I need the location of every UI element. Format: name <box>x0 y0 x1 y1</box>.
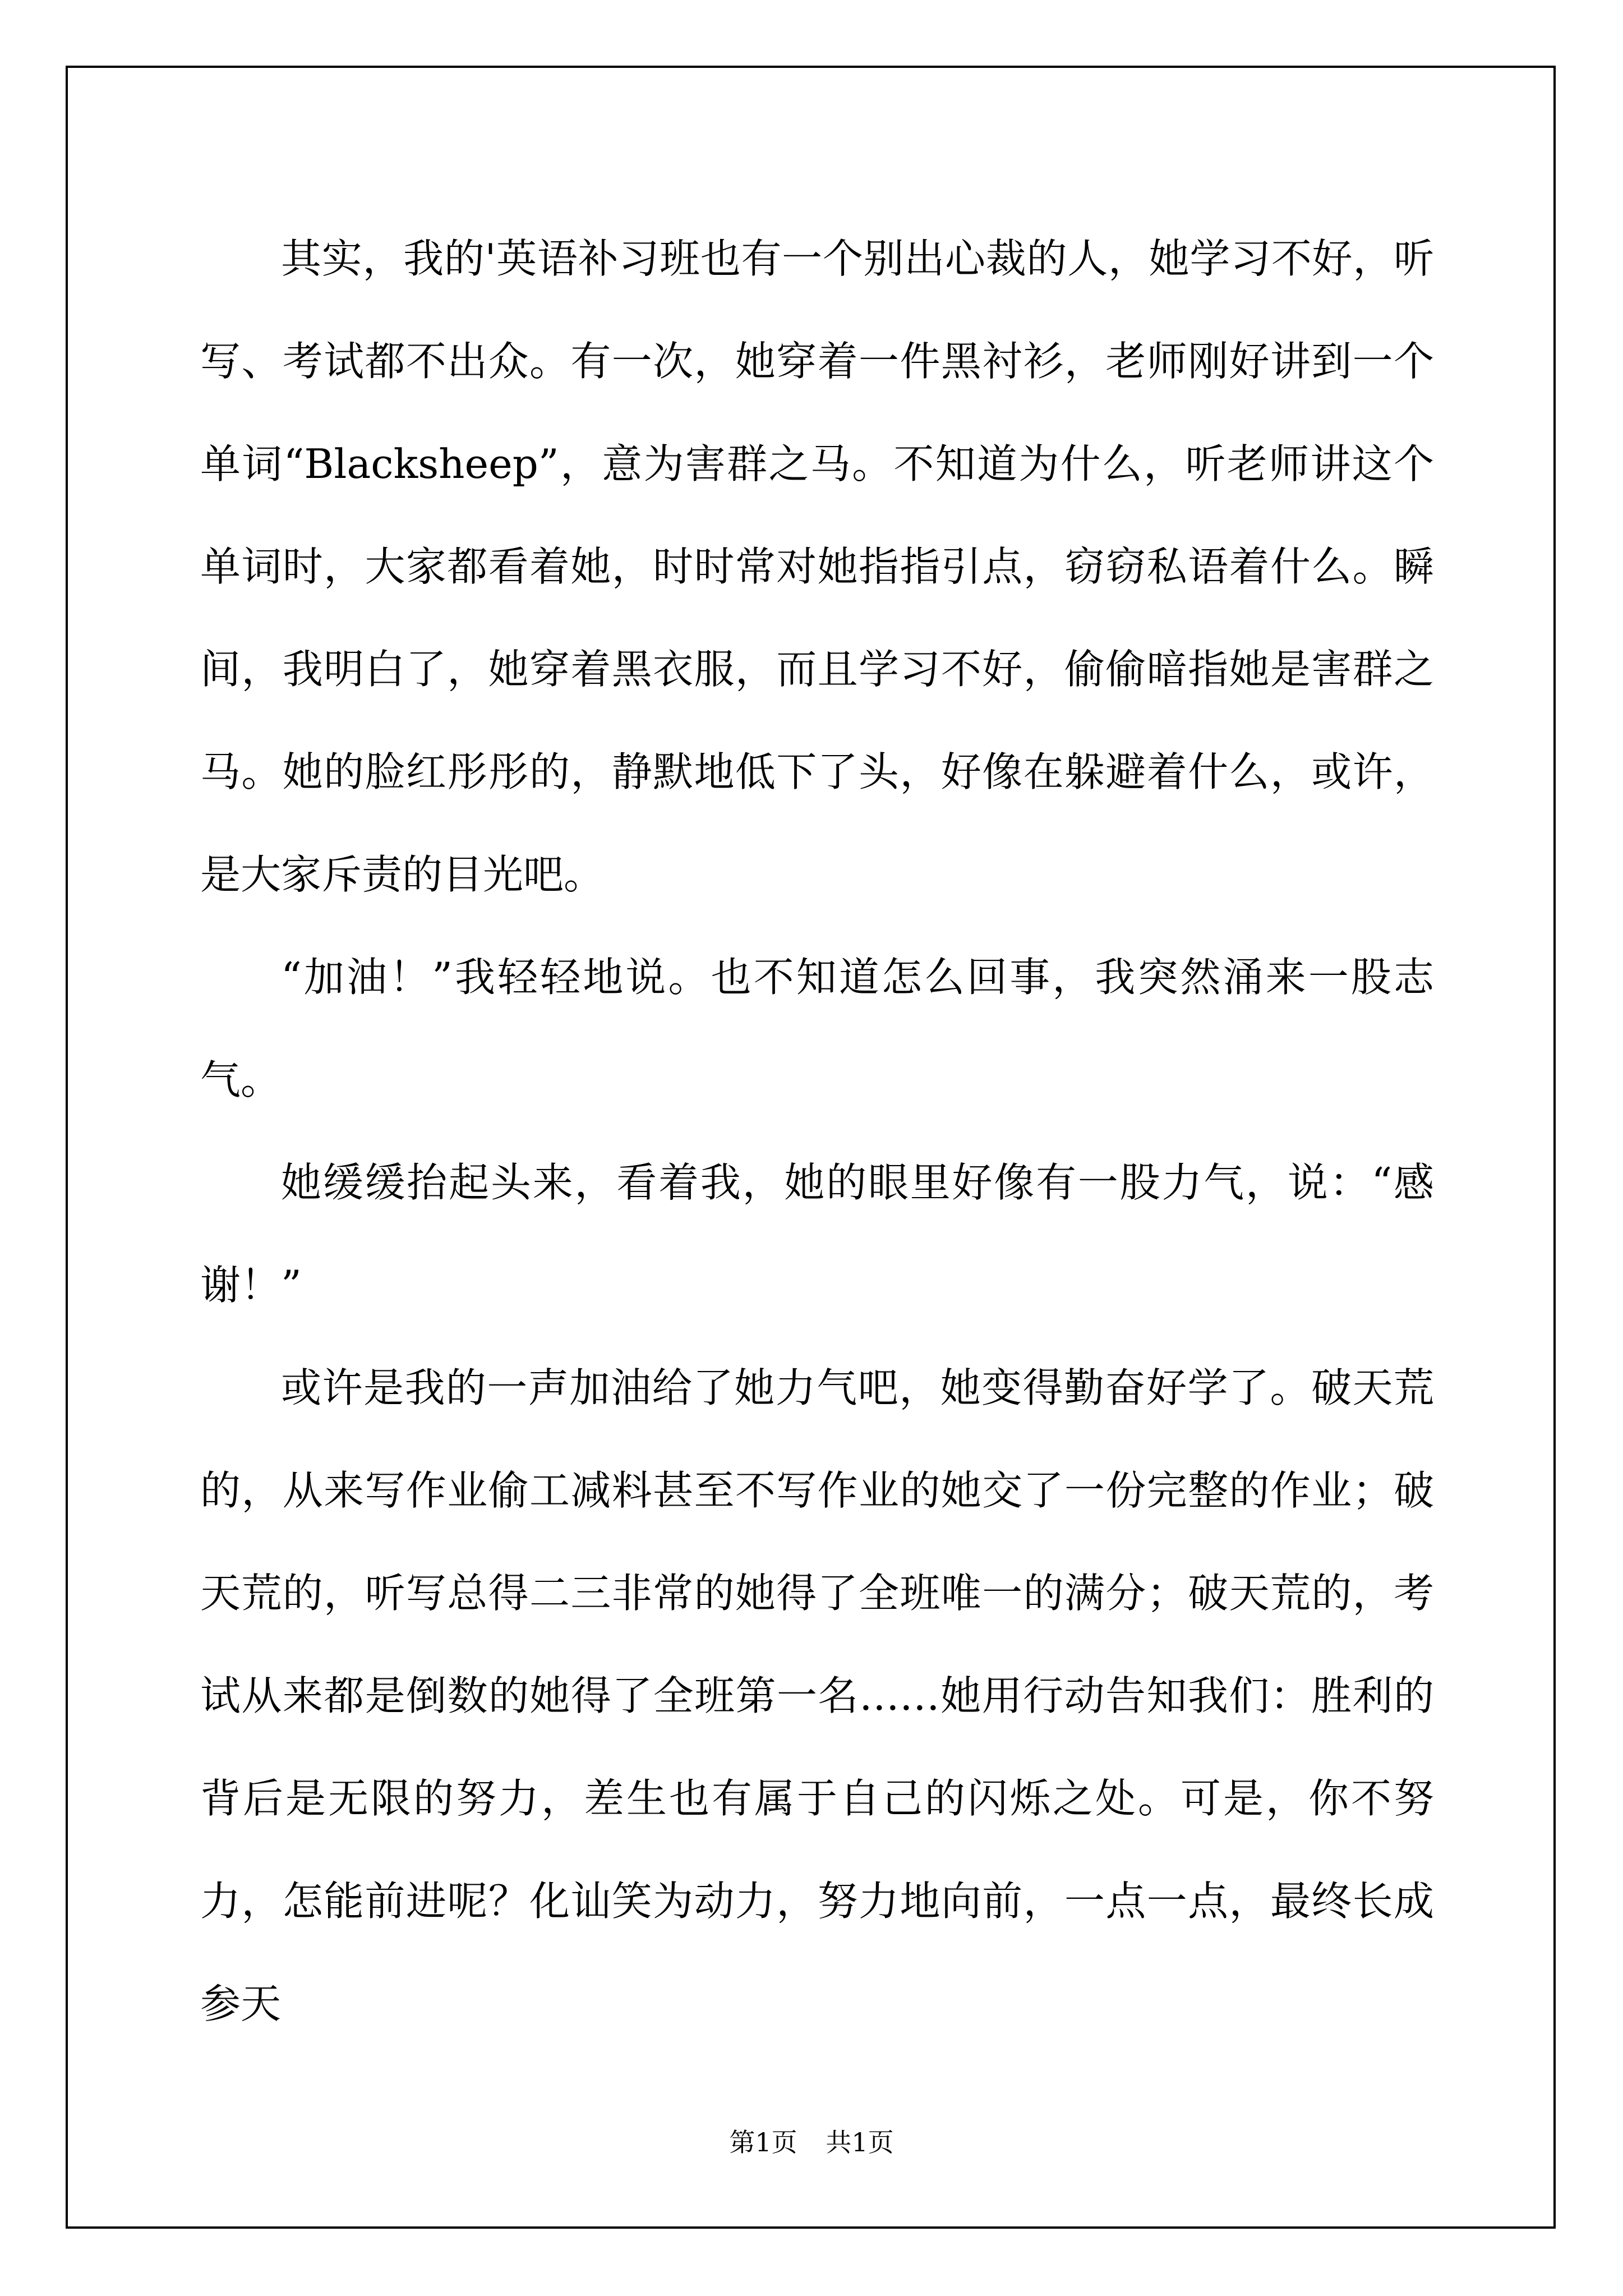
paragraph-1: 其实，我的'英语补习班也有一个别出心裁的人，她学习不好，听写、考试都不出众。有一次，她穿着一件黑衬衫，老师刚好讲到一个单词“Blacksheep”，意为害群之马。不知道为什么，听老师讲这个单词时，大家都看着她，时时常对她指指引点，窃窃私语着什么。瞬间，我明白了，她穿着黑衣服，而且学习不好，偷偷暗指她是害群之马。她的脸红彤彤的，静默地低下了头，好像在躲避着什么，或许，是大家斥责的目光吧。 <box>200 235 1434 898</box>
page-footer <box>0 2122 1623 2159</box>
paragraph-2: “加油！”我轻轻地说。也不知道怎么回事，我突然涌来一股志气。 <box>200 954 1434 1103</box>
page-number-current: 第1页 <box>729 2127 797 2157</box>
paragraph-3: 她缓缓抬起头来，看着我，她的眼里好像有一股力气，说：“感谢！” <box>200 1159 1434 1309</box>
page-number-total: 共1页 <box>826 2127 894 2157</box>
document-body <box>200 208 1434 2055</box>
paragraph-4: 或许是我的一声加油给了她力气吧，她变得勤奋好学了。破天荒的，从来写作业偷工减料甚至不写作业的她交了一份完整的作业；破天荒的，听写总得二三非常的她得了全班唯一的满分；破天荒的，考试从来都是倒数的她得了全班第一名……她用行动告知我们：胜利的背后是无限的努力，差生也有属于自己的闪烁之处。可是，你不努力，怎能前进呢？化讪笑为动力，努力地向前，一点一点，最终长成参天 <box>200 1364 1434 2027</box>
